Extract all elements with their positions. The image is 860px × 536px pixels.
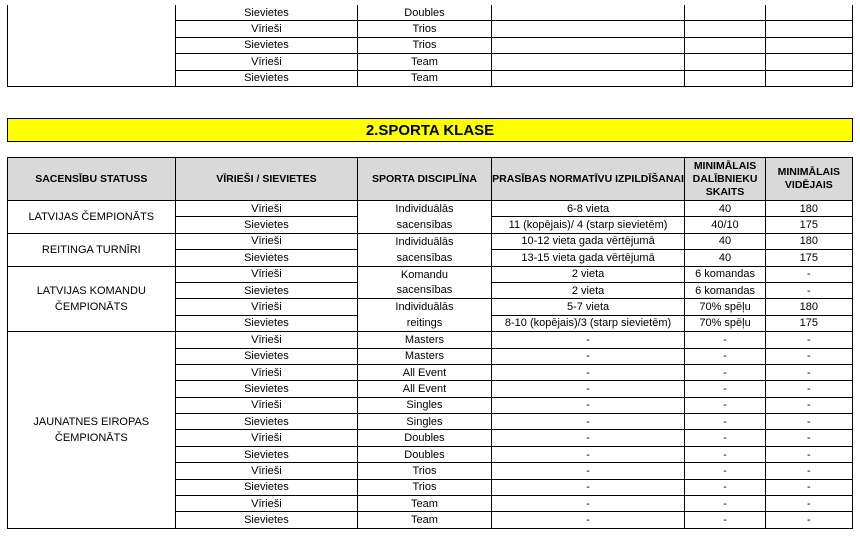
table-row <box>8 5 853 21</box>
gender-cell: Sievietes <box>175 479 358 495</box>
status-cell <box>8 5 176 86</box>
gender-cell: Sievietes <box>175 512 358 528</box>
min-average-cell: - <box>765 266 852 282</box>
requirement-cell: - <box>491 381 685 397</box>
gender-cell: Sievietes <box>175 250 358 266</box>
gender-cell: Vīrieši <box>175 299 358 315</box>
min-average-cell: - <box>765 381 852 397</box>
discipline-cell: Doubles <box>358 446 491 462</box>
requirement-cell: - <box>491 364 685 380</box>
min-participants-cell <box>685 37 765 53</box>
min-participants-cell: - <box>685 446 765 462</box>
min-participants-cell: - <box>685 348 765 364</box>
discipline-cell: Masters <box>358 332 491 348</box>
min-participants-cell: - <box>685 332 765 348</box>
gender-cell: Sievietes <box>175 217 358 233</box>
min-average-cell: - <box>765 282 852 298</box>
discipline-cell: sacensības <box>358 282 491 298</box>
header-row <box>8 158 853 201</box>
requirement-cell: - <box>491 479 685 495</box>
discipline-cell: Masters <box>358 348 491 364</box>
previous-class-table <box>7 5 853 87</box>
gender-cell: Vīrieši <box>175 266 358 282</box>
discipline-cell: All Event <box>358 381 491 397</box>
discipline-cell: Trios <box>358 37 491 53</box>
min-average-cell: 180 <box>765 201 852 217</box>
discipline-cell: Trios <box>358 463 491 479</box>
discipline-cell: Trios <box>358 479 491 495</box>
min-average-cell: - <box>765 512 852 528</box>
min-participants-cell: - <box>685 397 765 413</box>
min-participants-cell <box>685 5 765 21</box>
gender-cell: Vīrieši <box>175 201 358 217</box>
requirement-cell: 10-12 vieta gada vērtējumā <box>491 233 685 249</box>
min-average-cell: 175 <box>765 250 852 266</box>
min-participants-cell: 40 <box>685 233 765 249</box>
min-average-cell: - <box>765 348 852 364</box>
min-participants-cell: - <box>685 512 765 528</box>
discipline-cell: Trios <box>358 21 491 37</box>
section-banner: 2.SPORTA KLASE <box>7 118 853 142</box>
min-average-cell: - <box>765 446 852 462</box>
header-min-average: MINIMĀLAIS VIDĒJAIS <box>765 158 852 201</box>
discipline-cell: sacensības <box>358 217 491 233</box>
discipline-cell: Individuālās <box>358 201 491 217</box>
requirement-cell: - <box>491 446 685 462</box>
gender-cell: Sievietes <box>175 315 358 331</box>
min-participants-cell: - <box>685 381 765 397</box>
requirement-cell: - <box>491 496 685 512</box>
discipline-cell: Doubles <box>358 5 491 21</box>
requirement-cell: - <box>491 463 685 479</box>
header-status: SACENSĪBU STATUSS <box>8 158 176 201</box>
requirement-cell: - <box>491 512 685 528</box>
gender-cell: Sievietes <box>175 414 358 430</box>
min-average-cell: - <box>765 463 852 479</box>
discipline-cell: Komandu <box>358 266 491 282</box>
status-cell: JAUNATNES EIROPAS ČEMPIONĀTS <box>8 332 176 529</box>
min-average-cell: - <box>765 414 852 430</box>
sport-class-table <box>7 157 853 529</box>
requirement-cell <box>491 70 685 86</box>
min-average-cell <box>765 5 852 21</box>
requirement-cell <box>491 5 685 21</box>
discipline-cell: Individuālās <box>358 299 491 315</box>
min-participants-cell: - <box>685 479 765 495</box>
requirement-cell: 5-7 vieta <box>491 299 685 315</box>
min-participants-cell: 6 komandas <box>685 282 765 298</box>
min-average-cell <box>765 70 852 86</box>
requirement-cell <box>491 37 685 53</box>
discipline-cell: Team <box>358 512 491 528</box>
header-discipline: SPORTA DISCIPLĪNA <box>358 158 491 201</box>
min-average-cell: - <box>765 430 852 446</box>
requirement-cell <box>491 21 685 37</box>
gender-cell: Vīrieši <box>175 430 358 446</box>
discipline-cell: Doubles <box>358 430 491 446</box>
table-row <box>8 332 853 348</box>
discipline-cell: Team <box>358 496 491 512</box>
gender-cell: Vīrieši <box>175 21 358 37</box>
min-average-cell: - <box>765 397 852 413</box>
gender-cell: Vīrieši <box>175 233 358 249</box>
min-average-cell <box>765 54 852 70</box>
min-participants-cell: 70% spēļu <box>685 315 765 331</box>
requirement-cell: - <box>491 430 685 446</box>
status-cell: REITINGA TURNĪRI <box>8 233 176 266</box>
min-participants-cell: 40 <box>685 250 765 266</box>
gender-cell: Vīrieši <box>175 397 358 413</box>
min-participants-cell: - <box>685 364 765 380</box>
gender-cell: Sievietes <box>175 70 358 86</box>
min-participants-cell: - <box>685 463 765 479</box>
min-average-cell <box>765 21 852 37</box>
gender-cell: Vīrieši <box>175 332 358 348</box>
min-participants-cell <box>685 21 765 37</box>
table-row <box>8 201 853 217</box>
discipline-cell: Singles <box>358 397 491 413</box>
min-average-cell: - <box>765 364 852 380</box>
discipline-cell: Team <box>358 70 491 86</box>
header-requirements: PRASĪBAS NORMATĪVU IZPILDĪŠANAI <box>491 158 685 201</box>
gender-cell: Vīrieši <box>175 54 358 70</box>
requirement-cell: 11 (kopējais)/ 4 (starp sievietēm) <box>491 217 685 233</box>
discipline-cell: reitings <box>358 315 491 331</box>
discipline-cell: Individuālās <box>358 233 491 249</box>
requirement-cell: - <box>491 414 685 430</box>
min-average-cell: 180 <box>765 233 852 249</box>
min-participants-cell: - <box>685 496 765 512</box>
gender-cell: Sievietes <box>175 282 358 298</box>
gender-cell: Sievietes <box>175 37 358 53</box>
min-average-cell: 180 <box>765 299 852 315</box>
gender-cell: Vīrieši <box>175 364 358 380</box>
table-row <box>8 233 853 249</box>
discipline-cell: Team <box>358 54 491 70</box>
gender-cell: Sievietes <box>175 446 358 462</box>
min-participants-cell: 70% spēļu <box>685 299 765 315</box>
gender-cell: Sievietes <box>175 5 358 21</box>
status-cell: LATVIJAS KOMANDU ČEMPIONĀTS <box>8 266 176 332</box>
gender-cell: Vīrieši <box>175 496 358 512</box>
gender-cell: Vīrieši <box>175 463 358 479</box>
min-participants-cell: - <box>685 430 765 446</box>
requirement-cell: 2 vieta <box>491 266 685 282</box>
min-participants-cell <box>685 70 765 86</box>
requirement-cell: 6-8 vieta <box>491 201 685 217</box>
min-average-cell: - <box>765 496 852 512</box>
min-average-cell <box>765 37 852 53</box>
discipline-cell: Singles <box>358 414 491 430</box>
min-participants-cell: - <box>685 414 765 430</box>
min-average-cell: 175 <box>765 217 852 233</box>
discipline-cell: sacensības <box>358 250 491 266</box>
header-gender: VĪRIEŠI / SIEVIETES <box>175 158 358 201</box>
requirement-cell: - <box>491 332 685 348</box>
table-row <box>8 266 853 282</box>
requirement-cell: - <box>491 397 685 413</box>
requirement-cell <box>491 54 685 70</box>
min-average-cell: - <box>765 479 852 495</box>
status-cell: LATVIJAS ČEMPIONĀTS <box>8 201 176 234</box>
min-average-cell: 175 <box>765 315 852 331</box>
min-participants-cell: 40 <box>685 201 765 217</box>
requirement-cell: - <box>491 348 685 364</box>
min-average-cell: - <box>765 332 852 348</box>
requirement-cell: 13-15 vieta gada vērtējumā <box>491 250 685 266</box>
min-participants-cell: 40/10 <box>685 217 765 233</box>
discipline-cell: All Event <box>358 364 491 380</box>
requirement-cell: 2 vieta <box>491 282 685 298</box>
min-participants-cell: 6 komandas <box>685 266 765 282</box>
gender-cell: Sievietes <box>175 381 358 397</box>
min-participants-cell <box>685 54 765 70</box>
requirement-cell: 8-10 (kopējais)/3 (starp sievietēm) <box>491 315 685 331</box>
header-min-participants: MINIMĀLAIS DALĪBNIEKU SKAITS <box>685 158 765 201</box>
gender-cell: Sievietes <box>175 348 358 364</box>
